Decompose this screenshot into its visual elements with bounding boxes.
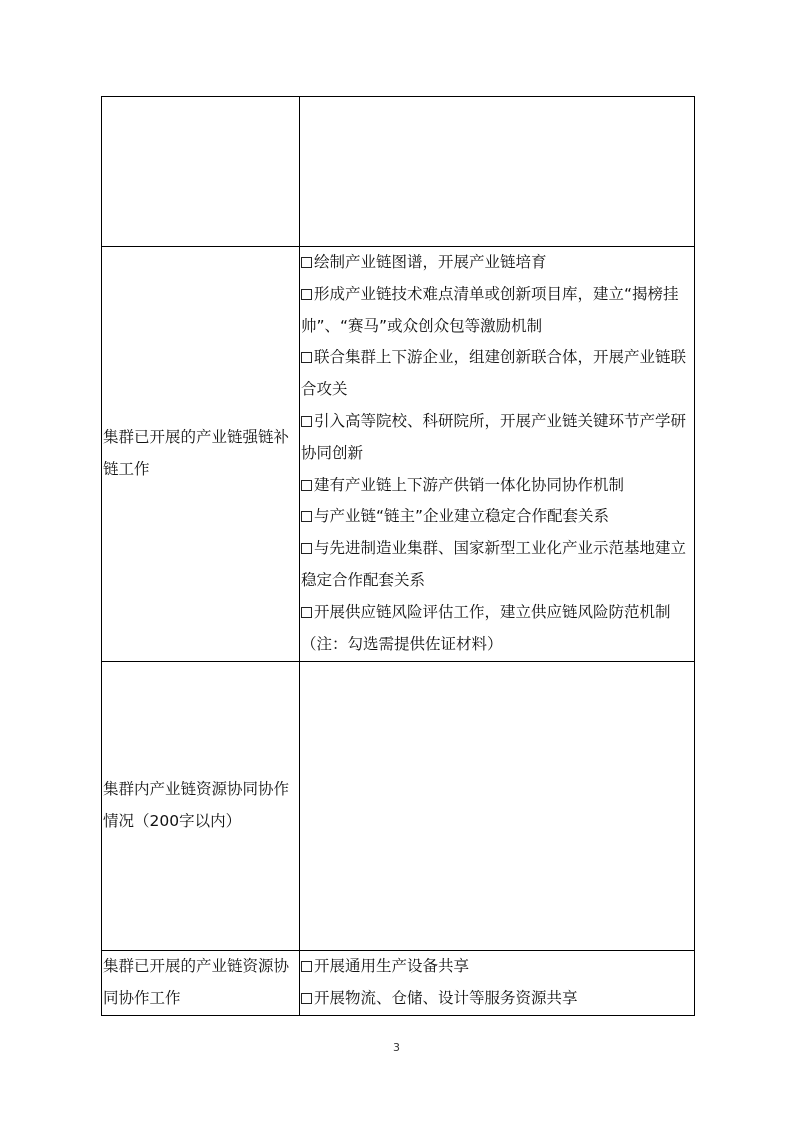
evidence-note: （注：勾选需提供佐证材料）	[301, 634, 503, 653]
option-label: 绘制产业链图谱，开展产业链培育	[314, 253, 547, 271]
chain-work-options	[300, 247, 695, 662]
resource-sharing-label: 集群已开展的产业链资源协同协作工作	[102, 951, 300, 1016]
checkbox-option[interactable]	[301, 501, 691, 533]
application-form-table	[101, 96, 695, 1016]
option-label: 联合集群上下游企业，组建创新联合体，开展产业链联合攻关	[301, 348, 687, 399]
checkbox-option[interactable]	[301, 470, 691, 502]
checkbox-option[interactable]	[301, 247, 691, 279]
checkbox-option[interactable]	[301, 279, 691, 343]
checkbox-icon[interactable]	[301, 289, 312, 300]
chain-work-label: 集群已开展的产业链强链补链工作	[102, 247, 300, 662]
checkbox-icon[interactable]	[301, 543, 312, 554]
checkbox-icon[interactable]	[301, 607, 312, 618]
checkbox-icon[interactable]	[301, 961, 312, 972]
checkbox-icon[interactable]	[301, 257, 312, 268]
checkbox-icon[interactable]	[301, 993, 312, 1004]
checkbox-option[interactable]	[301, 983, 691, 1015]
option-label: 开展供应链风险评估工作，建立供应链风险防范机制	[314, 602, 671, 621]
collaboration-description-label: 集群内产业链资源协同协作情况（200字以内）	[102, 662, 300, 951]
table-row-chain-work	[102, 247, 695, 662]
option-label: 形成产业链技术难点清单或创新项目库，建立“揭榜挂帅”、“赛马”或众创众包等激励机制	[301, 284, 679, 335]
checkbox-option[interactable]	[301, 597, 691, 629]
label-cell-empty	[102, 97, 300, 247]
option-label: 与产业链“链主”企业建立稳定合作配套关系	[314, 507, 610, 526]
resource-sharing-options	[300, 951, 695, 1016]
option-label: 开展通用生产设备共享	[314, 957, 470, 975]
checkbox-icon[interactable]	[301, 511, 312, 522]
checkbox-option[interactable]	[301, 342, 691, 406]
option-label: 建有产业链上下游产供销一体化协同协作机制	[314, 475, 625, 494]
checkbox-icon[interactable]	[301, 416, 312, 427]
checkbox-icon[interactable]	[301, 480, 312, 491]
table-row-collaboration-description	[102, 662, 695, 951]
option-label: 引入高等院校、科研院所，开展产业链关键环节产学研协同创新	[301, 411, 687, 462]
checkbox-option[interactable]	[301, 951, 691, 983]
checkbox-option[interactable]	[301, 406, 691, 470]
checkbox-icon[interactable]	[301, 352, 312, 363]
option-label: 与先进制造业集群、国家新型工业化产业示范基地建立稳定合作配套关系	[301, 539, 687, 589]
checkbox-option[interactable]	[301, 533, 691, 597]
content-cell-empty[interactable]	[300, 97, 695, 247]
table-row-resource-sharing	[102, 951, 695, 1016]
table-row-continuation	[102, 97, 695, 247]
option-label: 开展物流、仓储、设计等服务资源共享	[314, 988, 578, 1007]
page-number: 3	[393, 1041, 400, 1054]
collaboration-description-field[interactable]	[300, 662, 695, 951]
